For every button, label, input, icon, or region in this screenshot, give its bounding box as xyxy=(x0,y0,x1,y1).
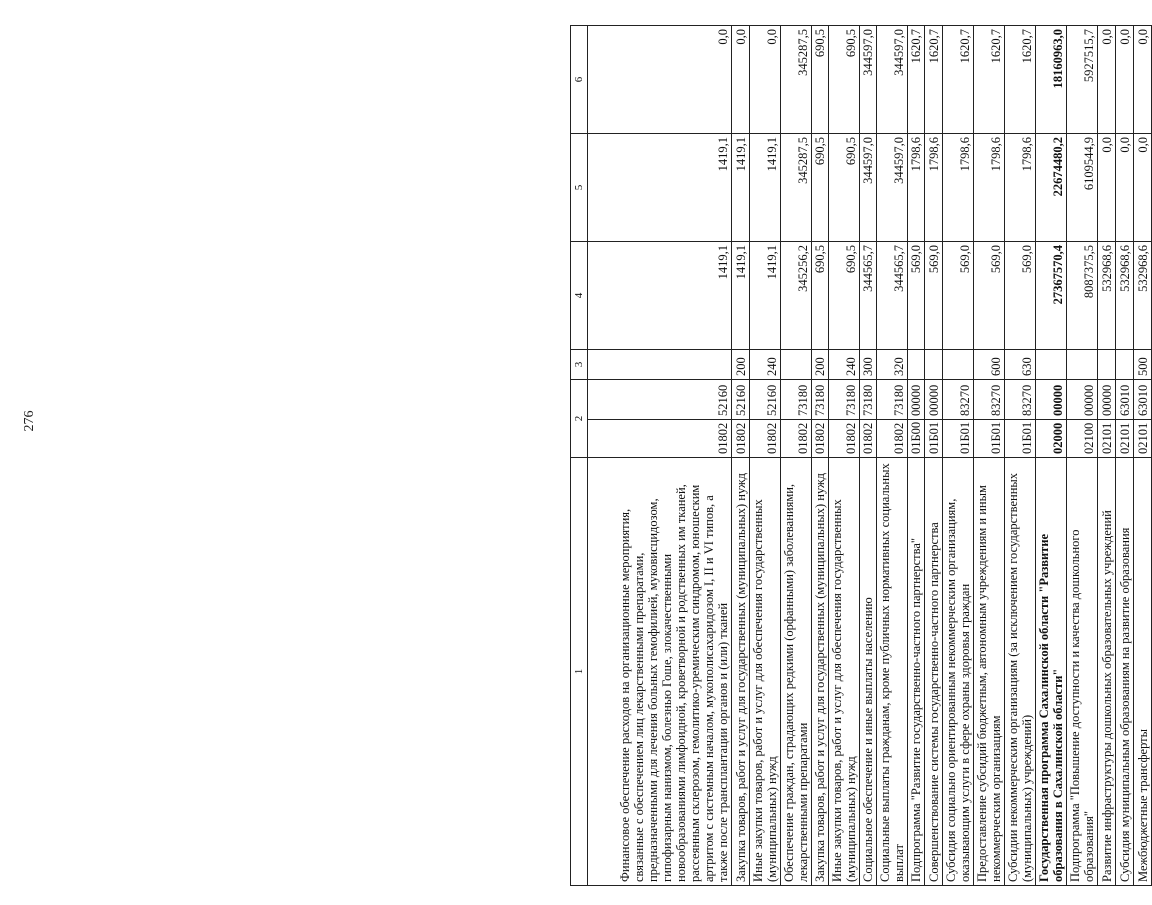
row-name: Закупка товаров, работ и услуг для государственных (муниципальных) нужд xyxy=(732,458,750,886)
row-value-col4: 569,0 xyxy=(974,242,1005,350)
row-value-col4: 1419,1 xyxy=(588,242,732,350)
row-code-direction: 63010 xyxy=(1116,380,1134,420)
row-value-col5: 1419,1 xyxy=(732,134,750,242)
row-value-col5: 1798,6 xyxy=(974,134,1005,242)
row-code-direction: 73180 xyxy=(877,380,908,420)
row-name: Обеспечение граждан, страдающих редкими (орфанными) заболеваниями, лекарственными препаратами xyxy=(781,458,812,886)
row-name: Развитие инфраструктуры дошкольных образовательных учреждений xyxy=(1098,458,1116,886)
row-value-col6: 0,0 xyxy=(750,26,781,134)
row-name: Финансовое обеспечение расходов на организационные мероприятия, связанные с обеспечением лиц лекарственными препаратами, предназначенными для лечения больных гемофилией, муковисцидозом, гипофизарным нанизмом, болезнью Гоше, злокачественными новообразованиями лимфоидной, кроветворной и родственных им тканей, рассеянным склерозом, гемолитико-уремическим синдромом, юношеским артритом с системным началом, мукополисахаридозом I, II и VI типов, а также после трансплантации органов и (или) тканей xyxy=(588,458,732,886)
row-code-type: 240 xyxy=(829,350,860,380)
row-value-col6: 1620,7 xyxy=(908,26,925,134)
table-row xyxy=(588,26,732,886)
row-code-type xyxy=(1098,350,1116,380)
row-name: Социальное обеспечение и иные выплаты населению xyxy=(860,458,877,886)
row-code-program: 01802 xyxy=(781,420,812,458)
table-row xyxy=(877,26,908,886)
table-row xyxy=(860,26,877,886)
row-code-direction: 52160 xyxy=(732,380,750,420)
row-code-direction: 00000 xyxy=(908,380,925,420)
row-value-col4: 569,0 xyxy=(908,242,925,350)
row-value-col4: 690,5 xyxy=(812,242,829,350)
row-name: Субсидия муниципальным образованиям на развитие образования xyxy=(1116,458,1134,886)
table-row xyxy=(1098,26,1116,886)
row-value-col6: 690,5 xyxy=(829,26,860,134)
row-value-col4: 344565,7 xyxy=(860,242,877,350)
header-cell: 4 xyxy=(571,242,588,350)
row-code-direction: 00000 xyxy=(1098,380,1116,420)
row-code-program: 02101 xyxy=(1134,420,1152,458)
table-row xyxy=(781,26,812,886)
row-value-col5: 1419,1 xyxy=(750,134,781,242)
table-row xyxy=(1116,26,1134,886)
table-row xyxy=(974,26,1005,886)
row-value-col6: 1620,7 xyxy=(1005,26,1036,134)
row-code-type xyxy=(588,350,732,380)
header-cell: 2 xyxy=(571,380,588,458)
row-name: Подпрограмма "Развитие государственно-частного партнерства" xyxy=(908,458,925,886)
row-code-program: 01Б01 xyxy=(925,420,943,458)
row-value-col5: 690,5 xyxy=(829,134,860,242)
row-name: Государственная программа Сахалинской области "Развитие образования в Сахалинской области" xyxy=(1036,458,1067,886)
row-code-direction: 00000 xyxy=(1067,380,1098,420)
row-value-col4: 1419,1 xyxy=(732,242,750,350)
row-name: Закупка товаров, работ и услуг для государственных (муниципальных) нужд xyxy=(812,458,829,886)
row-code-type xyxy=(925,350,943,380)
row-name: Иные закупки товаров, работ и услуг для обеспечения государственных (муниципальных) нужд xyxy=(750,458,781,886)
header-cell: 5 xyxy=(571,134,588,242)
row-value-col6: 345287,5 xyxy=(781,26,812,134)
row-name: Социальные выплаты гражданам, кроме публичных нормативных социальных выплат xyxy=(877,458,908,886)
table-row xyxy=(1005,26,1036,886)
row-code-type: 200 xyxy=(812,350,829,380)
row-code-type xyxy=(1036,350,1067,380)
row-code-direction: 73180 xyxy=(781,380,812,420)
row-name: Субсидия социально ориентированным некоммерческим организациям, оказывающим услуги в сфере охраны здоровья граждан xyxy=(943,458,974,886)
row-name: Межбюджетные трансферты xyxy=(1134,458,1152,886)
row-code-program: 01802 xyxy=(732,420,750,458)
row-value-col6: 690,5 xyxy=(812,26,829,134)
header-cell: 3 xyxy=(571,350,588,380)
row-code-program: 02101 xyxy=(1116,420,1134,458)
table-row xyxy=(1134,26,1152,886)
row-code-program: 02101 xyxy=(1098,420,1116,458)
row-value-col5: 0,0 xyxy=(1116,134,1134,242)
row-name: Предоставление субсидий бюджетным, автономным учреждениям и иным некоммерческим организациям xyxy=(974,458,1005,886)
row-value-col5: 22674480,2 xyxy=(1036,134,1067,242)
row-value-col4: 532968,6 xyxy=(1116,242,1134,350)
row-code-program: 01802 xyxy=(829,420,860,458)
table-row xyxy=(732,26,750,886)
row-code-program: 01Б01 xyxy=(943,420,974,458)
row-value-col5: 6109544,9 xyxy=(1067,134,1098,242)
row-code-direction: 83270 xyxy=(943,380,974,420)
row-value-col6: 1620,7 xyxy=(925,26,943,134)
row-code-type: 500 xyxy=(1134,350,1152,380)
row-code-program: 01802 xyxy=(860,420,877,458)
row-code-program: 01Б01 xyxy=(974,420,1005,458)
row-code-program: 01802 xyxy=(812,420,829,458)
row-value-col5: 345287,5 xyxy=(781,134,812,242)
row-code-type xyxy=(943,350,974,380)
row-value-col6: 344597,0 xyxy=(877,26,908,134)
row-code-program: 01Б00 xyxy=(908,420,925,458)
row-value-col5: 344597,0 xyxy=(860,134,877,242)
row-value-col5: 1798,6 xyxy=(943,134,974,242)
header-cell: 6 xyxy=(571,26,588,134)
row-code-direction: 73180 xyxy=(829,380,860,420)
page-number: 276 xyxy=(22,410,37,432)
row-code-direction: 83270 xyxy=(974,380,1005,420)
table-row xyxy=(1036,26,1067,886)
row-value-col6: 0,0 xyxy=(1098,26,1116,134)
row-code-program: 01Б01 xyxy=(1005,420,1036,458)
row-value-col5: 0,0 xyxy=(1134,134,1152,242)
row-code-type: 600 xyxy=(974,350,1005,380)
row-code-direction: 00000 xyxy=(1036,380,1067,420)
row-value-col4: 345256,2 xyxy=(781,242,812,350)
row-value-col5: 0,0 xyxy=(1098,134,1116,242)
row-value-col6: 0,0 xyxy=(1116,26,1134,134)
row-code-direction: 83270 xyxy=(1005,380,1036,420)
row-value-col5: 1798,6 xyxy=(908,134,925,242)
row-value-col4: 344565,7 xyxy=(877,242,908,350)
row-value-col4: 569,0 xyxy=(943,242,974,350)
row-code-type: 240 xyxy=(750,350,781,380)
row-value-col5: 1798,6 xyxy=(1005,134,1036,242)
row-value-col4: 27367570,4 xyxy=(1036,242,1067,350)
row-value-col6: 1620,7 xyxy=(974,26,1005,134)
row-code-direction: 63010 xyxy=(1134,380,1152,420)
row-name: Иные закупки товаров, работ и услуг для обеспечения государственных (муниципальных) нужд xyxy=(829,458,860,886)
row-code-type xyxy=(908,350,925,380)
row-value-col4: 532968,6 xyxy=(1134,242,1152,350)
header-row xyxy=(571,26,588,886)
row-code-program: 01802 xyxy=(588,420,732,458)
row-value-col6: 1620,7 xyxy=(943,26,974,134)
row-value-col5: 690,5 xyxy=(812,134,829,242)
row-value-col6: 5927515,7 xyxy=(1067,26,1098,134)
row-value-col6: 0,0 xyxy=(732,26,750,134)
row-code-type xyxy=(781,350,812,380)
row-name: Субсидии некоммерческим организациям (за исключением государственных (муниципальных) учреждений) xyxy=(1005,458,1036,886)
row-code-program: 01802 xyxy=(877,420,908,458)
row-value-col6: 0,0 xyxy=(1134,26,1152,134)
row-value-col4: 569,0 xyxy=(1005,242,1036,350)
row-value-col5: 1798,6 xyxy=(925,134,943,242)
row-code-program: 02000 xyxy=(1036,420,1067,458)
budget-table xyxy=(570,25,1152,886)
header-cell: 1 xyxy=(571,458,588,886)
table-row xyxy=(750,26,781,886)
table-row xyxy=(908,26,925,886)
row-value-col4: 1419,1 xyxy=(750,242,781,350)
row-value-col6: 18160963,0 xyxy=(1036,26,1067,134)
row-code-direction: 73180 xyxy=(860,380,877,420)
table-row xyxy=(829,26,860,886)
row-code-program: 01802 xyxy=(750,420,781,458)
row-value-col4: 690,5 xyxy=(829,242,860,350)
table-row xyxy=(943,26,974,886)
row-code-program: 02100 xyxy=(1067,420,1098,458)
table-row xyxy=(925,26,943,886)
row-value-col5: 1419,1 xyxy=(588,134,732,242)
row-code-direction: 52160 xyxy=(750,380,781,420)
row-code-direction: 73180 xyxy=(812,380,829,420)
rotated-table-container xyxy=(570,26,1150,886)
row-code-direction: 52160 xyxy=(588,380,732,420)
row-code-direction: 00000 xyxy=(925,380,943,420)
row-code-type: 630 xyxy=(1005,350,1036,380)
row-code-type xyxy=(1116,350,1134,380)
row-code-type: 320 xyxy=(877,350,908,380)
row-code-type xyxy=(1067,350,1098,380)
row-value-col4: 8087375,5 xyxy=(1067,242,1098,350)
table-row xyxy=(812,26,829,886)
row-name: Совершенствование системы государственно-частного партнерства xyxy=(925,458,943,886)
row-value-col6: 0,0 xyxy=(588,26,732,134)
row-code-type: 200 xyxy=(732,350,750,380)
row-value-col4: 532968,6 xyxy=(1098,242,1116,350)
row-value-col6: 344597,0 xyxy=(860,26,877,134)
table-row xyxy=(1067,26,1098,886)
row-name: Подпрограмма "Повышение доступности и качества дошкольного образования" xyxy=(1067,458,1098,886)
row-value-col4: 569,0 xyxy=(925,242,943,350)
row-value-col5: 344597,0 xyxy=(877,134,908,242)
row-code-type: 300 xyxy=(860,350,877,380)
